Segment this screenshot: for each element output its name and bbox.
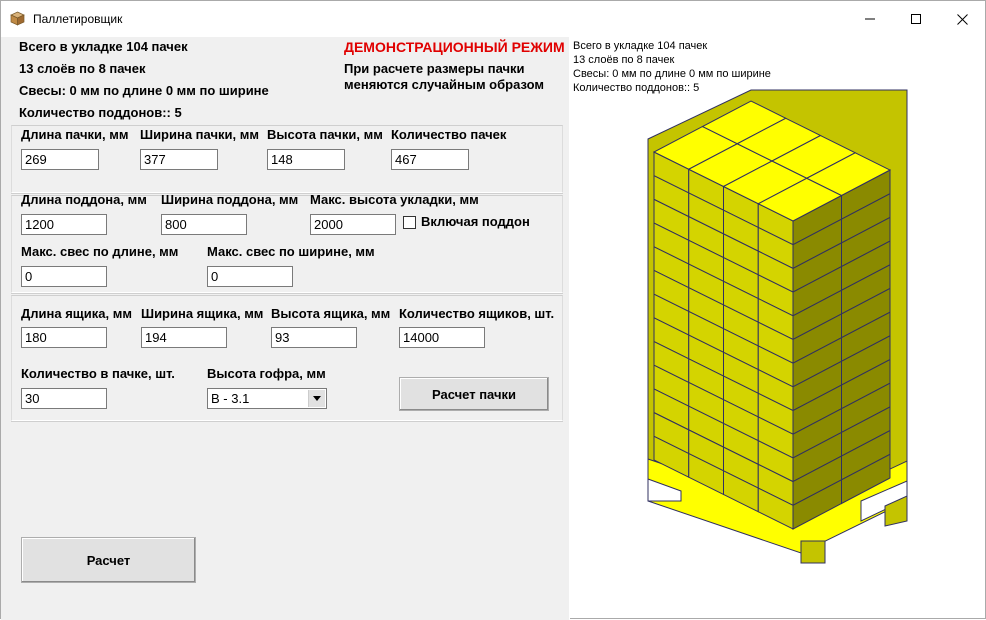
max-height-label: Макс. высота укладки, мм — [310, 192, 479, 207]
include-pallet-label: Включая поддон — [421, 214, 530, 229]
package-icon — [10, 11, 25, 26]
calc-pack-button[interactable]: Расчет пачки — [399, 377, 549, 411]
pallet-width-input[interactable]: 800 — [161, 214, 247, 235]
summary-total: Всего в укладке 104 пачек — [19, 39, 188, 54]
pallet-length-input[interactable]: 1200 — [21, 214, 107, 235]
per-pack-input[interactable]: 30 — [21, 388, 107, 409]
box-width-input[interactable]: 194 — [141, 327, 227, 348]
box-length-label: Длина ящика, мм — [21, 306, 132, 321]
minimize-icon — [865, 14, 875, 24]
minimize-button[interactable] — [847, 1, 893, 37]
pack-count-input[interactable]: 467 — [391, 149, 469, 170]
form-panel — [1, 37, 569, 620]
preview-layers: 13 слоёв по 8 пачек — [573, 54, 675, 66]
pack-length-label: Длина пачки, мм — [21, 127, 129, 142]
calc-button[interactable]: Расчет — [21, 537, 196, 583]
per-pack-label: Количество в пачке, шт. — [21, 366, 175, 381]
box-length-input[interactable]: 180 — [21, 327, 107, 348]
max-height-input[interactable]: 2000 — [310, 214, 396, 235]
pallet-width-label: Ширина поддона, мм — [161, 192, 299, 207]
pack-count-label: Количество пачек — [391, 127, 507, 142]
summary-pallet-count: Количество поддонов:: 5 — [19, 105, 182, 120]
chevron-down-icon[interactable] — [308, 390, 325, 407]
pack-width-input[interactable]: 377 — [140, 149, 218, 170]
flute-select[interactable] — [207, 388, 327, 409]
include-pallet-checkbox[interactable] — [403, 216, 416, 229]
maximize-button[interactable] — [893, 1, 939, 37]
preview-total: Всего в укладке 104 пачек — [573, 40, 708, 52]
maximize-icon — [911, 14, 921, 24]
demo-note-line1: При расчете размеры пачки — [344, 61, 525, 76]
summary-layers: 13 слоёв по 8 пачек — [19, 61, 146, 76]
flute-label: Высота гофра, мм — [207, 366, 326, 381]
pack-height-input[interactable]: 148 — [267, 149, 345, 170]
pallet-preview — [570, 37, 986, 619]
pack-width-label: Ширина пачки, мм — [140, 127, 259, 142]
pallet-foot — [801, 541, 825, 563]
overhang-length-label: Макс. свес по длине, мм — [21, 244, 179, 259]
overhang-width-input[interactable]: 0 — [207, 266, 293, 287]
box-height-label: Высота ящика, мм — [271, 306, 391, 321]
pack-length-input[interactable]: 269 — [21, 149, 99, 170]
title-bar — [1, 1, 985, 37]
close-button[interactable] — [939, 1, 985, 37]
pallet-length-label: Длина поддона, мм — [21, 192, 147, 207]
pack-height-label: Высота пачки, мм — [267, 127, 383, 142]
window-title: Паллетировщик — [33, 12, 123, 26]
box-height-input[interactable]: 93 — [271, 327, 357, 348]
preview-pallet-count: Количество поддонов:: 5 — [573, 82, 700, 94]
box-width-label: Ширина ящика, мм — [141, 306, 264, 321]
overhang-width-label: Макс. свес по ширине, мм — [207, 244, 375, 259]
summary-overhang: Свесы: 0 мм по длине 0 мм по ширине — [19, 83, 269, 98]
box-count-input[interactable]: 14000 — [399, 327, 485, 348]
flute-select-value: B - 3.1 — [211, 391, 250, 406]
demo-mode-title: ДЕМОНСТРАЦИОННЫЙ РЕЖИМ — [344, 39, 565, 55]
close-icon — [957, 14, 968, 25]
demo-note-line2: меняются случайным образом — [344, 77, 545, 92]
overhang-length-input[interactable]: 0 — [21, 266, 107, 287]
preview-overhang: Свесы: 0 мм по длине 0 мм по ширине — [573, 68, 771, 80]
box-count-label: Количество ящиков, шт. — [399, 306, 555, 321]
